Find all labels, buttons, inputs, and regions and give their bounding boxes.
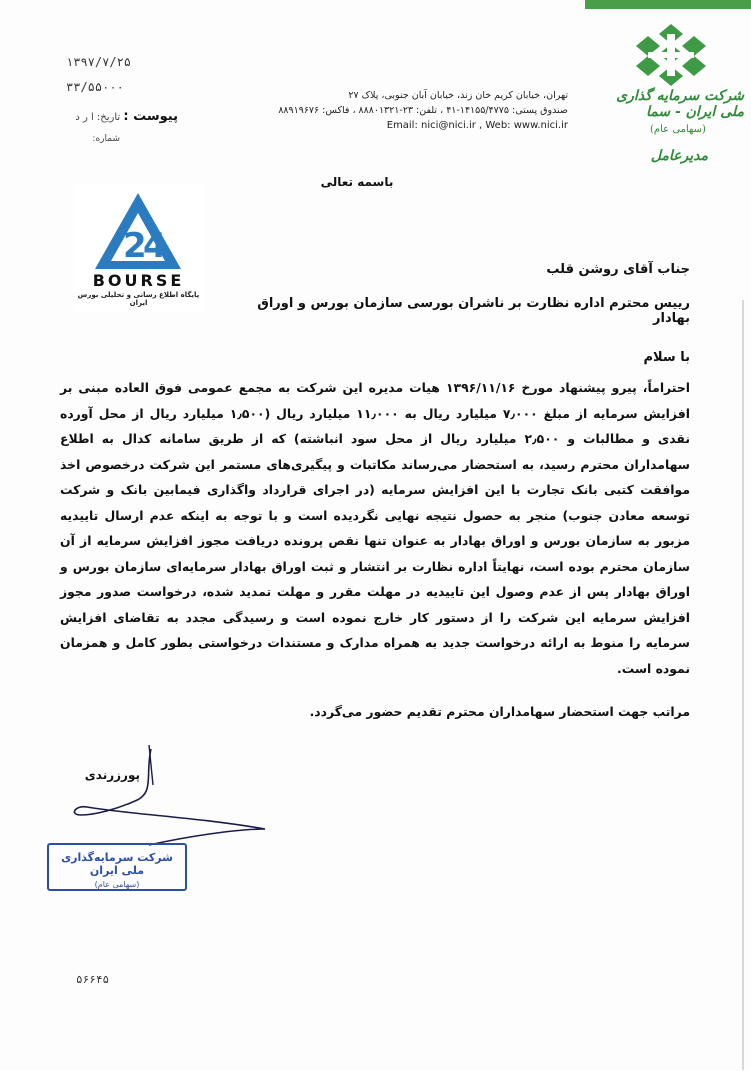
postal-line: صندوق پستی: ۱۴۱۵۵/۴۷۷۵-۴۱ ، تلفن: ۲۳-۸۸۸۰۱۳۲۱ ، فاکس: ۸۸۹۱۹۶۷۶ xyxy=(278,105,568,116)
address-line: تهران، خیابان کریم خان زند، خیابان آبان جنوبی، پلاک ۲۷ xyxy=(348,90,568,101)
svg-text:2: 2 xyxy=(123,226,147,266)
closing-line: مراتب جهت استحضار سهامداران محترم تقدیم حضور می‌گردد. xyxy=(309,704,690,719)
company-type: (سهامی عام) xyxy=(650,124,706,135)
addressee-title: رییس محترم اداره نظارت بر ناشران بورسی سازمان بورس و اوراق بهادار xyxy=(257,296,690,326)
stamp-line-2: (سهامی عام) xyxy=(94,880,140,889)
header-green-strip xyxy=(585,0,751,9)
letter-body xyxy=(60,375,690,681)
attachment-field xyxy=(48,109,178,124)
signer-name: پورزرندی xyxy=(84,768,140,782)
svg-text:4: 4 xyxy=(143,226,167,266)
bourse-watermark xyxy=(73,183,204,313)
web-line: Email: nici@nici.ir , Web: www.nici.ir xyxy=(386,120,568,131)
company-stamp xyxy=(47,843,187,891)
letter-date: ۱۳۹۷/۷/۲۵ xyxy=(66,55,132,69)
stamp-line-1: شرکت سرمایه‌گذاری ملی ایران xyxy=(61,851,173,877)
bourse-word: BOURSE xyxy=(92,271,185,290)
attachment-handwritten: تاریخ: ا ر د xyxy=(75,112,121,123)
letter-number: ۳۳/۵۵۰۰۰ xyxy=(66,80,124,94)
bourse-logo-icon xyxy=(93,191,183,271)
contact-block xyxy=(268,88,568,133)
number-label: شماره: xyxy=(92,134,120,144)
basmala: باسمه تعالی xyxy=(320,175,394,189)
body-paragraph: احتراماً، پیرو پیشنهاد مورخ ۱۳۹۶/۱۱/۱۶ هیات مدیره این شرکت به مجمع عمومی فوق العاده مبنی بر افزایش سرمایه از مبلغ ۷٫۰۰۰ میلیارد ریال به ۱۱٫۰۰۰ میلیارد ریال (۱٫۵۰۰ میلیارد ریال از محل آورده نقدی و مطالبات و ۲٫۵۰۰ میلیارد ریال از محل سود انباشته) که از طریق سامانه کدال به اطلاع سهامداران محترم رسید، به استحضار می‌رساند مکاتبات و پیگیری‌های مستمر این شرکت درخصوص اخذ موافقت کتبی بانک تجارت با این افزایش سرمایه (در اجرای قرارداد واگذاری فیمابین بانک و شرکت توسعه معادن جنوب) منجر به حصول نتیجه نهایی نگردیده است و با توجه به اینکه عدم ارسال تاییدیه مزبور به سازمان بورس و اوراق بهادار به عنوان تنها نقص پرونده دریافت مجوز افزایش سرمایه از آن سازمان محترم بوده است، نهایتاً اداره نظارت بر انتشار و ثبت اوراق بهادار سرمایه‌ای سازمان بورس و اوراق بهادار پس از عدم وصول این تاییدیه در مهلت مقرر و مهلت تمدید شده، درخواست صدور مجوز افزایش سرمایه این شرکت را از دستور کار خارج نموده است و رسیدگی مجدد به تقاضای افزایش سرمایه را منوط به ارائه درخواست جدید به همراه مدارک و مستندات درخواستی بطور کامل و همزمان نموده است. xyxy=(60,380,691,676)
ceo-title: مدیرعامل xyxy=(650,148,708,164)
scan-edge-line xyxy=(742,300,744,1070)
company-name: شرکت سرمایه گذاری ملی ایران - سما xyxy=(616,88,744,120)
addressee-name: جناب آقای روشن قلب xyxy=(546,262,690,277)
company-logo-icon xyxy=(636,22,706,88)
greeting: با سلام xyxy=(643,350,690,365)
footer-number: ۵۶۶۴۵ xyxy=(76,973,110,986)
attachment-label: پیوست : xyxy=(123,109,178,124)
bourse-tagline: پایگاه اطلاع رسانی و تحلیلی بورس ایران xyxy=(77,291,200,307)
